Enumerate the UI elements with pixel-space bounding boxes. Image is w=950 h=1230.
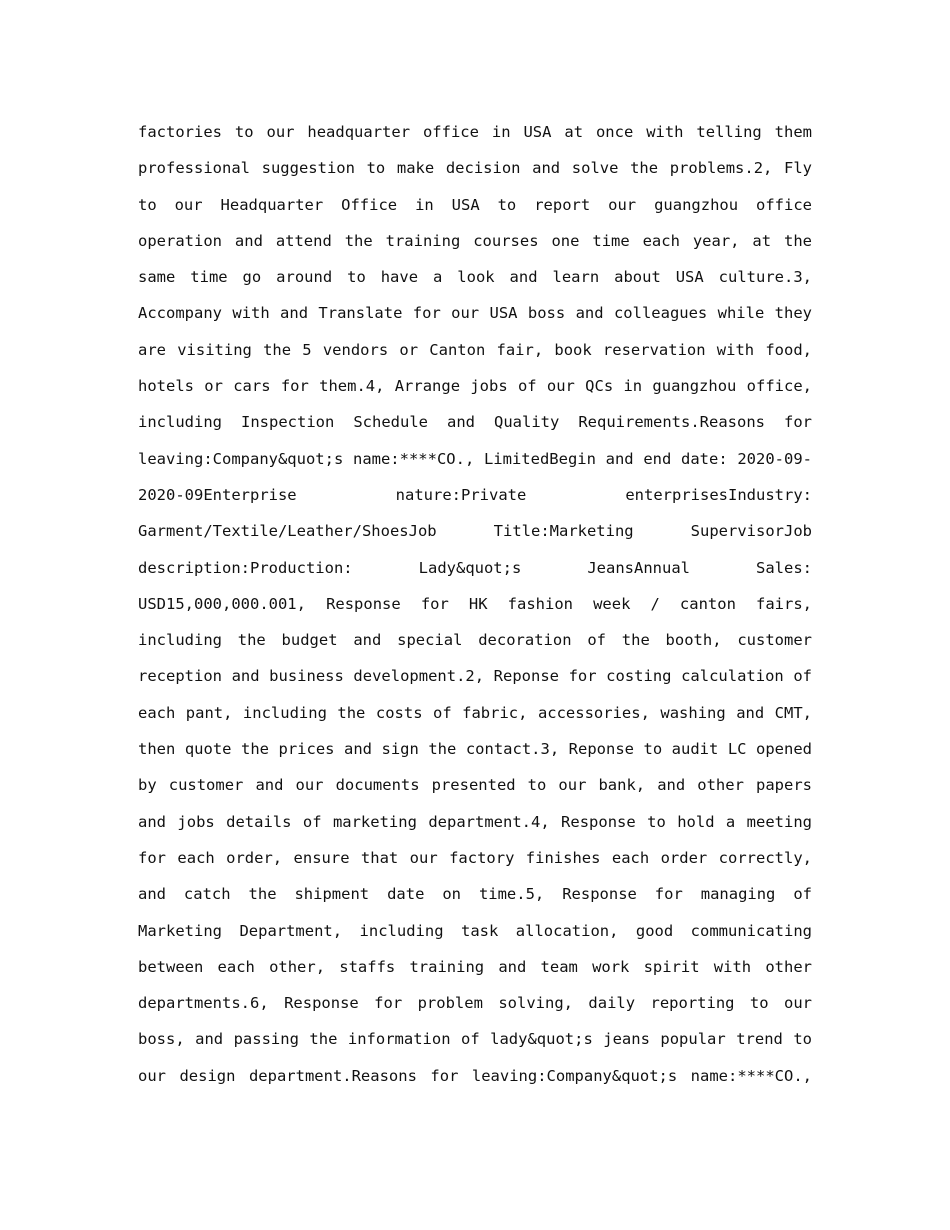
text-line: by customer and our documents presented to our bank, and other papers <box>138 776 812 795</box>
text-line: same time go around to have a look and learn about USA culture.3, <box>138 268 812 287</box>
text-line: and jobs details of marketing department.4, Response to hold a meeting <box>138 812 812 831</box>
text-line: then quote the prices and sign the contact.3, Reponse to audit LC opened <box>138 740 812 759</box>
text-line: boss, and passing the information of lady&quot;s jeans popular trend to <box>138 1030 812 1049</box>
text-line: each pant, including the costs of fabric, accessories, washing and CMT, <box>138 703 812 722</box>
text-line: factories to our headquarter office in USA at once with telling them <box>138 123 812 141</box>
text-line: are visiting the 5 vendors or Canton fair, book reservation with food, <box>138 340 812 359</box>
text-line: USD15,000,000.001, Response for HK fashion week / canton fairs, <box>138 594 812 613</box>
text-line: Accompany with and Translate for our USA boss and colleagues while they <box>138 304 812 323</box>
text-line: departments.6, Response for problem solving, daily reporting to our <box>138 994 812 1013</box>
text-line: for each order, ensure that our factory finishes each order correctly, <box>138 848 812 867</box>
body-text <box>138 114 812 1094</box>
text-line: to our Headquarter Office in USA to report our guangzhou office <box>138 195 812 214</box>
text-line: and catch the shipment date on time.5, Response for managing of <box>138 885 812 904</box>
text-line: leaving:Company&quot;s name:****CO., LimitedBegin and end date: 2020-09- <box>138 449 812 468</box>
text-line: reception and business development.2, Reponse for costing calculation of <box>138 667 812 686</box>
text-line: description:Production: Lady&quot;s JeansAnnual Sales: <box>138 558 812 577</box>
text-line: operation and attend the training courses one time each year, at the <box>138 231 812 250</box>
text-line: our design department.Reasons for leaving:Company&quot;s name:****CO., <box>138 1066 812 1085</box>
text-line: 2020-09Enterprise nature:Private enterprisesIndustry: <box>138 485 812 504</box>
text-line: between each other, staffs training and team work spirit with other <box>138 957 812 976</box>
text-line: Marketing Department, including task allocation, good communicating <box>138 921 812 940</box>
text-line: including the budget and special decoration of the booth, customer <box>138 631 812 650</box>
text-line: Garment/Textile/Leather/ShoesJob Title:Marketing SupervisorJob <box>138 522 812 541</box>
text-line: including Inspection Schedule and Quality Requirements.Reasons for <box>138 413 812 432</box>
text-line: professional suggestion to make decision and solve the problems.2, Fly <box>138 159 812 178</box>
text-line: hotels or cars for them.4, Arrange jobs of our QCs in guangzhou office, <box>138 377 812 396</box>
